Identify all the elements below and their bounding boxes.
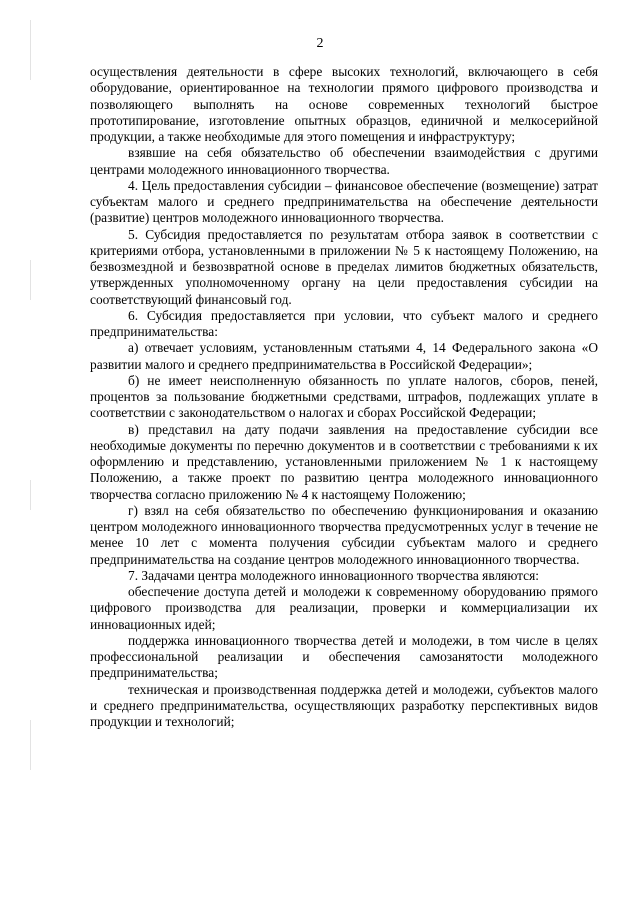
subitem-b: б) не имеет неисполненную обязанность по уплате налогов, сборов, пеней, процентов за пользование бюджетными средствами, штрафов, подлежащих уплате в соответствии с законодательством о налогах и сборах Российской Федерации; [90,372,598,421]
page-number: 2 [316,36,324,51]
subitem-v: в) представил на дату подачи заявления на предоставление субсидии все необходимые документы по перечню документов и в соответствии с требованиями к их оформлению и представлению, установленными приложением № 1 к настоящему Положению, а также проект по развитию центра молодежного инновационного творчества согласно приложению № 4 к настоящему Положению; [90,421,598,502]
subitem-a: а) отвечает условиям, установленным статьями 4, 14 Федерального закона «О развитии малого и среднего предпринимательства в Российской Федерации»; [90,340,598,372]
paragraph: взявшие на себя обязательство об обеспечении взаимодействия с другими центрами молодежного инновационного творчества. [90,145,598,177]
task-item: техническая и производственная поддержка детей и молодежи, субъектов малого и среднего предпринимательства, осуществляющих разработку перспективных видов продукции и технологий; [90,681,598,729]
task-item: обеспечение доступа детей и молодежи к современному оборудованию прямого цифрового производства для реализации, проверки и коммерциализации их инновационных идей; [90,584,598,632]
paragraph-item-6: 6. Субсидия предоставляется при условии, что субъект малого и среднего предпринимательства: [90,307,598,339]
paragraph-item-5: 5. Субсидия предоставляется по результатам отбора заявок в соответствии с критериями отбора, установленными в приложении № 5 к настоящему Положению, на безвозмездной и безвозвратной основе в пределах лимитов бюджетных обязательств, утвержденных уполномоченному органу на цели предоставления субсидии на соответствующий финансовый год. [90,226,598,307]
paragraph-item-4: 4. Цель предоставления субсидии – финансовое обеспечение (возмещение) затрат субъектам малого и среднего предпринимательства на обеспечение деятельности (развитие) центров молодежного инновационного творчества. [90,177,598,226]
paragraph: осуществления деятельности в сфере высоких технологий, включающего в себя оборудование, ориентированное на технологии прямого цифрового производства и позволяющего выполнять на основе современных технологий быстрое прототипирование, изготовление опытных образцов, единичной и мелкосерийной продукции, а также необходимые для этого помещения и инфраструктуру; [90,64,598,144]
margin-scan-marks [28,0,34,905]
subitem-g: г) взял на себя обязательство по обеспечению функционирования и оказанию центром молодежного инновационного творчества предусмотренных услуг в течение не менее 10 лет с момента получения субсидии субъектам малого и среднего предпринимательства на создание центров молодежного инновационного творчества. [90,502,598,567]
paragraph-item-7: 7. Задачами центра молодежного инновационного творчества являются: [128,567,539,583]
task-item: поддержка инновационного творчества детей и молодежи, в том числе в целях профессиональной реализации и обеспечения самозанятости молодежного предпринимательства; [90,632,598,681]
document-body [90,64,598,730]
